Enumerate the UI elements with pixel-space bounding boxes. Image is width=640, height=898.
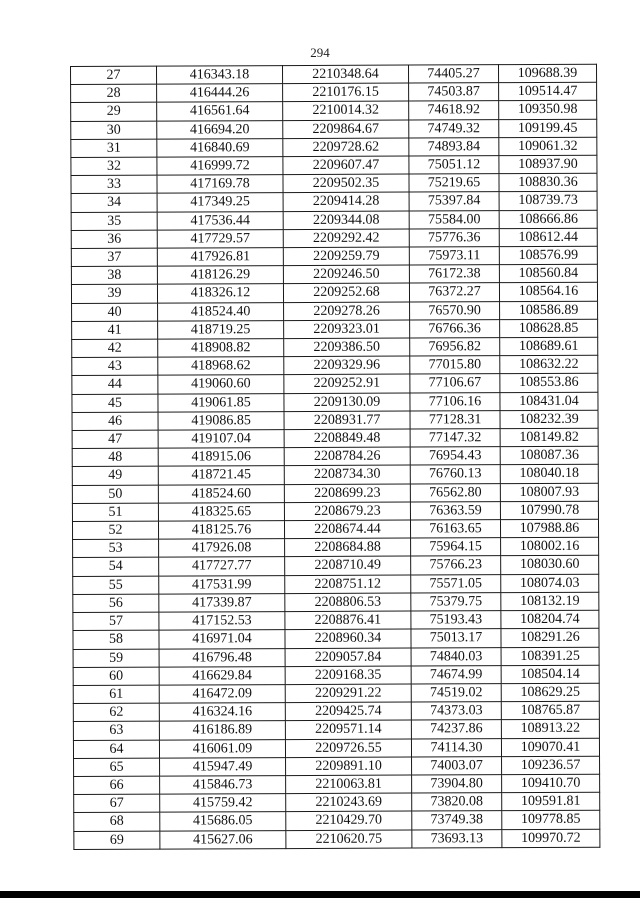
coord-x2-cell: 76163.65: [410, 520, 500, 539]
point-number-cell: 65: [74, 758, 160, 777]
point-number-cell: 30: [71, 121, 157, 140]
coord-x2-cell: 76766.36: [410, 319, 500, 338]
table-row: [73, 701, 599, 721]
table-row: [71, 64, 597, 84]
coord-y2-cell: 109970.72: [502, 829, 600, 848]
coord-y1-cell: 2208734.30: [284, 465, 410, 484]
coord-x1-cell: 419060.60: [158, 375, 284, 394]
coord-y2-cell: 109591.81: [502, 792, 600, 811]
coord-y2-cell: 108040.18: [500, 465, 598, 484]
coord-x1-cell: 418325.65: [158, 502, 284, 521]
coord-x2-cell: 74405.27: [408, 65, 498, 84]
coord-y2-cell: 108937.90: [499, 155, 597, 174]
coord-x2-cell: 75766.23: [411, 556, 501, 575]
coord-y2-cell: 108612.44: [499, 228, 597, 247]
coord-y2-cell: 108149.82: [500, 428, 598, 447]
coord-x2-cell: 74749.32: [409, 119, 499, 138]
coord-y2-cell: 108504.14: [501, 665, 599, 684]
coord-x1-cell: 416061.09: [159, 739, 285, 758]
table-row: [72, 501, 598, 521]
point-number-cell: 67: [74, 794, 160, 813]
coord-y1-cell: 2209323.01: [284, 320, 410, 339]
point-number-cell: 33: [71, 175, 157, 194]
point-number-cell: 54: [73, 558, 159, 577]
point-number-cell: 28: [71, 84, 157, 103]
coord-y1-cell: 2209425.74: [285, 702, 411, 721]
coord-x2-cell: 75776.36: [409, 228, 499, 247]
coord-x1-cell: 419107.04: [158, 430, 284, 449]
coord-y1-cell: 2210063.81: [286, 775, 412, 794]
point-number-cell: 53: [73, 539, 159, 558]
coord-y1-cell: 2209864.67: [283, 120, 409, 139]
table-row: [72, 465, 598, 485]
table-row: [72, 319, 598, 339]
table-row: [71, 155, 597, 175]
coord-y1-cell: 2208960.34: [285, 629, 411, 648]
coord-x1-cell: 416343.18: [157, 66, 283, 85]
coord-x1-cell: 416629.84: [159, 666, 285, 685]
table-row: [73, 574, 599, 594]
coord-x1-cell: 417727.77: [159, 557, 285, 576]
point-number-cell: 43: [72, 357, 158, 376]
coord-x1-cell: 417926.81: [157, 248, 283, 267]
table-row: [71, 228, 597, 248]
coord-x1-cell: 417729.57: [157, 229, 283, 248]
coord-y1-cell: 2209259.79: [283, 247, 409, 266]
coord-x2-cell: 75219.65: [409, 174, 499, 193]
table-row: [74, 756, 600, 776]
coord-y1-cell: 2209252.68: [283, 283, 409, 302]
coord-y1-cell: 2209168.35: [285, 666, 411, 685]
point-number-cell: 40: [72, 303, 158, 322]
coord-y2-cell: 109778.85: [502, 811, 600, 830]
coord-y2-cell: 107990.78: [500, 501, 598, 520]
coord-y1-cell: 2208849.48: [284, 429, 410, 448]
table-row: [73, 537, 599, 557]
coord-x2-cell: 75379.75: [411, 593, 501, 612]
coord-x2-cell: 77147.32: [410, 429, 500, 448]
point-number-cell: 69: [74, 831, 160, 850]
coord-x1-cell: 416472.09: [159, 684, 285, 703]
table-row: [73, 610, 599, 630]
point-number-cell: 42: [72, 339, 158, 358]
coord-y1-cell: 2208684.88: [285, 538, 411, 557]
point-number-cell: 39: [71, 285, 157, 304]
coord-x2-cell: 75051.12: [409, 156, 499, 175]
coord-y1-cell: 2209291.22: [285, 684, 411, 703]
coordinates-table: [70, 64, 600, 850]
coord-y2-cell: 108765.87: [501, 701, 599, 720]
coord-x2-cell: 74237.86: [411, 720, 501, 739]
coord-y2-cell: 108007.93: [500, 483, 598, 502]
point-number-cell: 59: [73, 649, 159, 668]
point-number-cell: 38: [71, 266, 157, 285]
coord-y2-cell: 108913.22: [501, 720, 599, 739]
point-number-cell: 36: [71, 230, 157, 249]
table-row: [72, 410, 598, 430]
coord-y1-cell: 2209344.08: [283, 211, 409, 230]
coord-x2-cell: 74373.03: [411, 702, 501, 721]
coord-x2-cell: 77106.16: [410, 392, 500, 411]
coord-x2-cell: 76363.59: [410, 502, 500, 521]
table-row: [74, 811, 600, 831]
coord-x1-cell: 417339.87: [159, 593, 285, 612]
coord-y2-cell: 109350.98: [499, 101, 597, 120]
coord-x2-cell: 77128.31: [410, 410, 500, 429]
coord-x2-cell: 75973.11: [409, 247, 499, 266]
coord-x2-cell: 75193.43: [411, 611, 501, 630]
table-row: [73, 665, 599, 685]
coord-x1-cell: 418719.25: [158, 320, 284, 339]
coord-y2-cell: 107988.86: [500, 519, 598, 538]
table-row: [71, 246, 597, 266]
table-row: [72, 355, 598, 375]
table-row: [72, 337, 598, 357]
coord-y2-cell: 109514.47: [499, 82, 597, 101]
point-number-cell: 41: [72, 321, 158, 340]
coord-x2-cell: 75397.84: [409, 192, 499, 211]
coord-y1-cell: 2209386.50: [284, 338, 410, 357]
point-number-cell: 68: [74, 812, 160, 831]
coord-y2-cell: 109236.57: [502, 756, 600, 775]
coord-y1-cell: 2209891.10: [286, 757, 412, 776]
table-row: [71, 82, 597, 102]
coord-y1-cell: 2208674.44: [284, 520, 410, 539]
coord-x2-cell: 73749.38: [412, 811, 502, 830]
coord-y1-cell: 2208710.49: [285, 557, 411, 576]
coord-y1-cell: 2209502.35: [283, 174, 409, 193]
point-number-cell: 55: [73, 576, 159, 595]
coord-x1-cell: 416694.20: [157, 120, 283, 139]
coord-y2-cell: 108553.86: [500, 374, 598, 393]
table-row: [72, 374, 598, 394]
table-row: [73, 628, 599, 648]
coord-x1-cell: 416971.04: [159, 630, 285, 649]
coord-x1-cell: 416324.16: [159, 703, 285, 722]
coord-x1-cell: 415846.73: [160, 775, 286, 794]
coord-x2-cell: 75013.17: [411, 629, 501, 648]
scan-bottom-border: [0, 891, 640, 898]
coord-x1-cell: 418126.29: [157, 266, 283, 285]
coord-y2-cell: 108576.99: [499, 246, 597, 265]
coord-y2-cell: 109410.70: [502, 774, 600, 793]
coord-y2-cell: 108560.84: [499, 264, 597, 283]
coord-x1-cell: 418968.62: [158, 357, 284, 376]
coord-x2-cell: 74618.92: [409, 101, 499, 120]
point-number-cell: 56: [73, 594, 159, 613]
point-number-cell: 29: [71, 103, 157, 122]
point-number-cell: 35: [71, 212, 157, 231]
coord-x1-cell: 416796.48: [159, 648, 285, 667]
coord-x2-cell: 76172.38: [409, 265, 499, 284]
coord-y2-cell: 108632.22: [500, 355, 598, 374]
coord-y2-cell: 108232.39: [500, 410, 598, 429]
coord-y2-cell: 108564.16: [499, 283, 597, 302]
table-row: [74, 774, 600, 794]
point-number-cell: 64: [73, 740, 159, 759]
coord-y1-cell: 2209728.62: [283, 138, 409, 157]
coord-y2-cell: 108628.85: [500, 319, 598, 338]
coord-y1-cell: 2209292.42: [283, 229, 409, 248]
coord-x1-cell: 417536.44: [157, 211, 283, 230]
coord-y1-cell: 2209252.91: [284, 374, 410, 393]
table-row: [71, 283, 597, 303]
coord-x1-cell: 419086.85: [158, 411, 284, 430]
coord-y2-cell: 108830.36: [499, 173, 597, 192]
coord-y2-cell: 109061.32: [499, 137, 597, 156]
coord-y1-cell: 2209246.50: [283, 265, 409, 284]
coord-y2-cell: 109199.45: [499, 119, 597, 138]
table-row: [74, 829, 600, 849]
coord-x2-cell: 73820.08: [412, 793, 502, 812]
coord-x1-cell: 418915.06: [158, 448, 284, 467]
coord-y1-cell: 2208806.53: [285, 593, 411, 612]
coord-x1-cell: 418721.45: [158, 466, 284, 485]
coord-y2-cell: 108074.03: [501, 574, 599, 593]
coord-y2-cell: 108030.60: [501, 556, 599, 575]
coord-x2-cell: 75964.15: [411, 538, 501, 557]
coord-y1-cell: 2209278.26: [284, 302, 410, 321]
coord-y1-cell: 2210348.64: [283, 65, 409, 84]
coord-x2-cell: 76760.13: [410, 465, 500, 484]
coord-y2-cell: 108586.89: [500, 301, 598, 320]
coord-y2-cell: 109688.39: [498, 64, 596, 83]
coord-x1-cell: 417349.25: [157, 193, 283, 212]
point-number-cell: 32: [71, 157, 157, 176]
coord-x2-cell: 74519.02: [411, 684, 501, 703]
table-row: [71, 137, 597, 157]
table-body: [71, 64, 600, 849]
coord-x1-cell: 417152.53: [159, 612, 285, 631]
coord-y1-cell: 2209130.09: [284, 393, 410, 412]
coord-x1-cell: 418125.76: [158, 521, 284, 540]
point-number-cell: 58: [73, 630, 159, 649]
coord-x1-cell: 418524.60: [158, 484, 284, 503]
table-row: [71, 173, 597, 193]
coord-x1-cell: 416840.69: [157, 138, 283, 157]
coord-y2-cell: 108666.86: [499, 210, 597, 229]
coord-x2-cell: 74840.03: [411, 647, 501, 666]
table-row: [72, 428, 598, 448]
coord-y1-cell: 2208876.41: [285, 611, 411, 630]
coord-x2-cell: 74893.84: [409, 137, 499, 156]
coord-x2-cell: 76562.80: [410, 483, 500, 502]
coord-x1-cell: 415627.06: [160, 830, 286, 849]
point-number-cell: 63: [73, 721, 159, 740]
coord-x1-cell: 419061.85: [158, 393, 284, 412]
point-number-cell: 47: [72, 430, 158, 449]
coord-x2-cell: 73904.80: [412, 775, 502, 794]
coord-y1-cell: 2209414.28: [283, 192, 409, 211]
point-number-cell: 27: [71, 66, 157, 85]
point-number-cell: 51: [72, 503, 158, 522]
coord-x2-cell: 74003.07: [412, 756, 502, 775]
coord-y1-cell: 2209571.14: [285, 720, 411, 739]
coord-x2-cell: 76372.27: [409, 283, 499, 302]
coord-x2-cell: 73693.13: [412, 829, 502, 848]
coord-x2-cell: 77106.67: [410, 374, 500, 393]
table-row: [71, 210, 597, 230]
coord-x2-cell: 75571.05: [411, 574, 501, 593]
coord-x1-cell: 416999.72: [157, 157, 283, 176]
table-row: [72, 483, 598, 503]
table-row: [72, 519, 598, 539]
table-row: [71, 119, 597, 139]
coord-x1-cell: 415759.42: [160, 794, 286, 813]
coord-y2-cell: 108689.61: [500, 337, 598, 356]
table-row: [71, 264, 597, 284]
coord-y2-cell: 108391.25: [501, 647, 599, 666]
table-row: [72, 301, 598, 321]
coord-x2-cell: 74114.30: [411, 738, 501, 757]
coord-y1-cell: 2210176.15: [283, 83, 409, 102]
point-number-cell: 52: [72, 521, 158, 540]
table-row: [74, 792, 600, 812]
coord-y1-cell: 2208931.77: [284, 411, 410, 430]
table-row: [73, 683, 599, 703]
coord-y2-cell: 108002.16: [501, 537, 599, 556]
coord-x1-cell: 416186.89: [159, 721, 285, 740]
coord-y2-cell: 109070.41: [501, 738, 599, 757]
coord-y1-cell: 2209057.84: [285, 648, 411, 667]
coord-y1-cell: 2210014.32: [283, 101, 409, 120]
coord-y2-cell: 108132.19: [501, 592, 599, 611]
coord-x1-cell: 418326.12: [157, 284, 283, 303]
point-number-cell: 66: [74, 776, 160, 795]
coord-y2-cell: 108739.73: [499, 192, 597, 211]
coord-x1-cell: 418524.40: [158, 302, 284, 321]
coord-x1-cell: 415686.05: [160, 812, 286, 831]
coord-x2-cell: 75584.00: [409, 210, 499, 229]
coord-x1-cell: 416561.64: [157, 102, 283, 121]
coord-y1-cell: 2208679.23: [284, 502, 410, 521]
page-number: 294: [310, 45, 330, 60]
coord-x1-cell: 418908.82: [158, 339, 284, 358]
table-row: [72, 392, 598, 412]
coord-x1-cell: 415947.49: [160, 757, 286, 776]
table-row: [73, 738, 599, 758]
point-number-cell: 37: [71, 248, 157, 267]
table-row: [72, 446, 598, 466]
coord-y1-cell: 2210620.75: [286, 830, 412, 849]
coord-x2-cell: 76954.43: [410, 447, 500, 466]
table-row: [71, 101, 597, 121]
coord-y1-cell: 2209607.47: [283, 156, 409, 175]
point-number-cell: 49: [72, 467, 158, 486]
point-number-cell: 62: [73, 703, 159, 722]
coord-x1-cell: 417169.78: [157, 175, 283, 194]
coord-x1-cell: 417531.99: [159, 575, 285, 594]
coord-x2-cell: 74503.87: [409, 83, 499, 102]
point-number-cell: 46: [72, 412, 158, 431]
coord-y1-cell: 2210429.70: [286, 811, 412, 830]
point-number-cell: 48: [72, 448, 158, 467]
coord-x2-cell: 77015.80: [410, 356, 500, 375]
coord-x1-cell: 417926.08: [159, 539, 285, 558]
point-number-cell: 60: [73, 667, 159, 686]
coord-y2-cell: 108204.74: [501, 610, 599, 629]
coord-x2-cell: 76956.82: [410, 338, 500, 357]
coord-y2-cell: 108431.04: [500, 392, 598, 411]
table-row: [73, 592, 599, 612]
point-number-cell: 57: [73, 612, 159, 631]
coord-y1-cell: 2208751.12: [285, 575, 411, 594]
point-number-cell: 31: [71, 139, 157, 158]
coord-y2-cell: 108629.25: [501, 683, 599, 702]
coord-x2-cell: 76570.90: [410, 301, 500, 320]
point-number-cell: 45: [72, 394, 158, 413]
table-row: [73, 556, 599, 576]
coord-y1-cell: 2209329.96: [284, 356, 410, 375]
coord-y2-cell: 108291.26: [501, 628, 599, 647]
point-number-cell: 61: [73, 685, 159, 704]
point-number-cell: 34: [71, 194, 157, 213]
table-row: [73, 720, 599, 740]
table-row: [73, 647, 599, 667]
coord-y1-cell: 2208699.23: [284, 484, 410, 503]
coord-y2-cell: 108087.36: [500, 446, 598, 465]
coord-y1-cell: 2210243.69: [286, 793, 412, 812]
coord-y1-cell: 2208784.26: [284, 447, 410, 466]
table-row: [71, 192, 597, 212]
point-number-cell: 44: [72, 376, 158, 395]
coord-x2-cell: 74674.99: [411, 665, 501, 684]
coord-y1-cell: 2209726.55: [285, 739, 411, 758]
point-number-cell: 50: [72, 485, 158, 504]
coord-x1-cell: 416444.26: [157, 84, 283, 103]
